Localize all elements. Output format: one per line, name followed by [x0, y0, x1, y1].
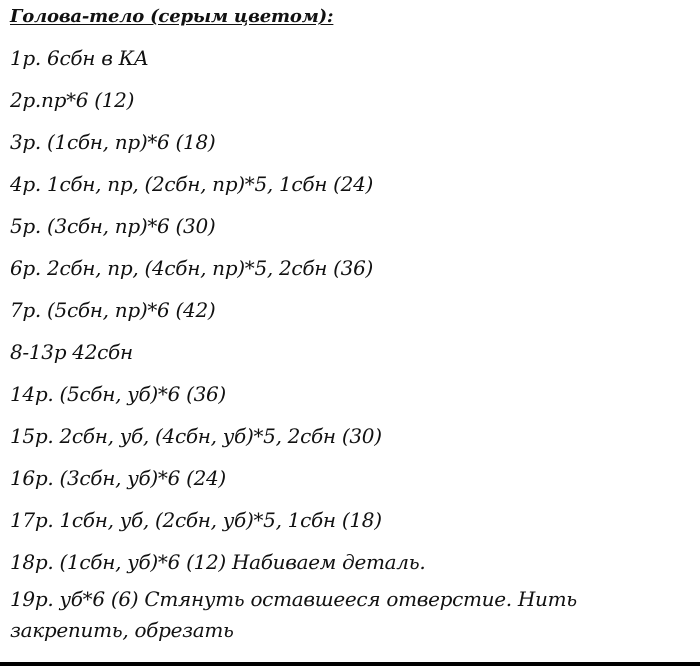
- bottom-border: [0, 662, 700, 666]
- section-title: Голова-тело (серым цветом):: [10, 6, 334, 27]
- pattern-row: 5р. (3сбн, пр)*6 (30): [10, 214, 216, 238]
- pattern-row: 3р. (1сбн, пр)*6 (18): [10, 130, 216, 154]
- pattern-row: 14р. (5сбн, уб)*6 (36): [10, 382, 226, 406]
- pattern-row: 18р. (1сбн, уб)*6 (12) Набиваем деталь.: [10, 550, 426, 574]
- pattern-row: 17р. 1сбн, уб, (2сбн, уб)*5, 1сбн (18): [10, 508, 382, 532]
- pattern-row: 1р. 6сбн в КА: [10, 46, 149, 70]
- pattern-row: 19р. уб*6 (6) Стянуть оставшееся отверстие. Нить закрепить, обрезать: [10, 587, 577, 642]
- pattern-row: 8-13р 42сбн: [10, 340, 133, 364]
- pattern-row: 7р. (5сбн, пр)*6 (42): [10, 298, 216, 322]
- pattern-row: 4р. 1сбн, пр, (2сбн, пр)*5, 1сбн (24): [10, 172, 374, 196]
- pattern-row: 2р.пр*6 (12): [10, 88, 135, 112]
- pattern-row: 16р. (3сбн, уб)*6 (24): [10, 466, 226, 490]
- pattern-row: 6р. 2сбн, пр, (4сбн, пр)*5, 2сбн (36): [10, 256, 374, 280]
- pattern-rows: [10, 44, 692, 646]
- pattern-row: 15р. 2сбн, уб, (4сбн, уб)*5, 2сбн (30): [10, 424, 382, 448]
